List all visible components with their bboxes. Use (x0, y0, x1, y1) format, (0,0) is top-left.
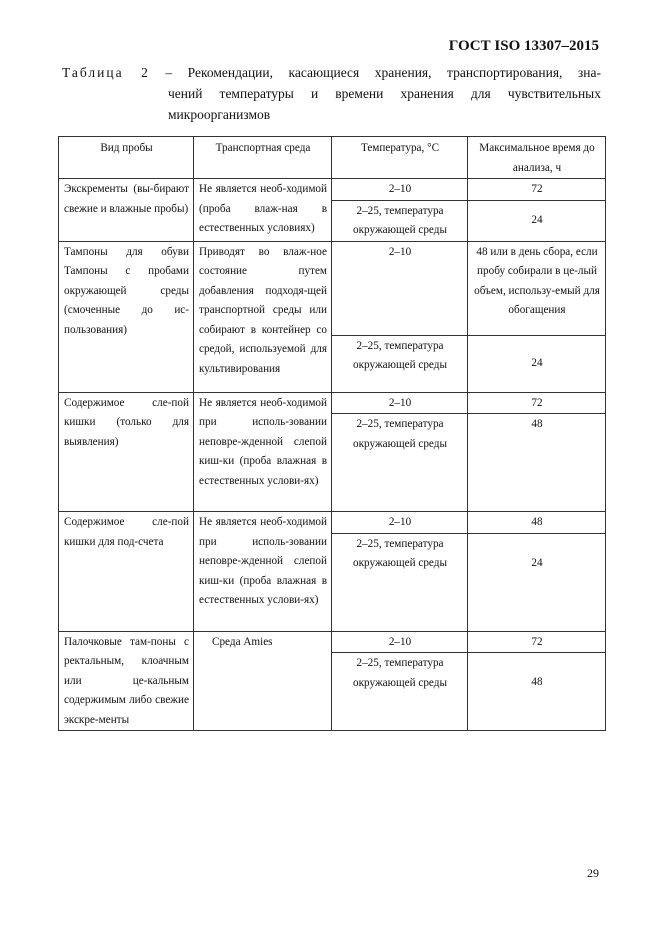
medium-cell: Приводят во влаж-ное состояние путем добавления подходя-щей транспортной среды или собирают в контейнер со средой, используемой для культивирования (194, 241, 332, 392)
table-row (59, 179, 606, 201)
caption-line-3: микроорганизмов (168, 107, 271, 122)
temperature-cell: 2–25, температура окружающей среды (332, 335, 468, 392)
temperature-cell: 2–10 (332, 512, 468, 534)
medium-cell: Среда Amies (194, 631, 332, 731)
max-time-cell: 48 (468, 512, 606, 534)
col-header-medium: Транспортная среда (194, 137, 332, 179)
temperature-cell: 2–25, температура окружающей среды (332, 653, 468, 731)
caption-line-1 (62, 62, 601, 83)
table-row (59, 241, 606, 335)
max-time-cell: 72 (468, 179, 606, 201)
sample-cell: Палочковые там-поны с ректальным, клоачным или це-кальным содержимым либо свежие экскре-менты (59, 631, 194, 731)
medium-cell: Не является необ-ходимой при исполь-зовании неповре-жденной слепой киш-ки (проба влажная в естественных услови-ях) (194, 392, 332, 512)
caption-line-2: чений температуры и времени хранения для чувствительных (168, 86, 601, 101)
medium-cell: Не является необ-ходимой (проба влаж-ная в естественных условиях) (194, 179, 332, 242)
caption-text-1: – Рекомендации, касающиеся хранения, транспортирования, зна- (149, 65, 601, 80)
table-row (59, 512, 606, 534)
max-time-cell: 48 (468, 653, 606, 731)
table-row (59, 631, 606, 653)
sample-cell: Тампоны для обуви Тампоны с пробами окружающей среды (смоченные до ис-пользования) (59, 241, 194, 392)
medium-cell: Не является необ-ходимой при исполь-зовании неповре-жденной слепой киш-ки (проба влажная в естественных услови-ях) (194, 512, 332, 632)
sample-cell: Экскременты (вы-бирают свежие и влажные пробы) (59, 179, 194, 242)
max-time-cell: 24 (468, 533, 606, 631)
document-code: ГОСТ ISO 13307–2015 (448, 38, 599, 54)
max-time-cell: 72 (468, 392, 606, 414)
max-time-cell: 72 (468, 631, 606, 653)
temperature-cell: 2–25, температура окружающей среды (332, 533, 468, 631)
max-time-cell: 48 или в день сбора, если пробу собирали в це-лый объем, использу-емый для обогащения (468, 241, 606, 335)
col-header-temperature: Температура, °С (332, 137, 468, 179)
temperature-cell: 2–25, температура окружающей среды (332, 414, 468, 512)
page-number: 29 (587, 866, 599, 880)
temperature-cell: 2–10 (332, 631, 468, 653)
storage-table (58, 136, 606, 731)
table-row (59, 392, 606, 414)
col-header-sample: Вид пробы (59, 137, 194, 179)
max-time-cell: 24 (468, 200, 606, 241)
temperature-cell: 2–10 (332, 241, 468, 335)
max-time-cell: 24 (468, 335, 606, 392)
temperature-cell: 2–10 (332, 179, 468, 201)
caption-label: Таблица 2 (62, 65, 150, 80)
temperature-cell: 2–25, температура окружающей среды (332, 200, 468, 241)
sample-cell: Содержимое сле-пой кишки для под-счета (59, 512, 194, 632)
sample-cell: Содержимое сле-пой кишки (только для выявления) (59, 392, 194, 512)
table-header-row (59, 137, 606, 179)
max-time-cell: 48 (468, 414, 606, 512)
col-header-max-time: Максимальное время до анализа, ч (468, 137, 606, 179)
temperature-cell: 2–10 (332, 392, 468, 414)
table-caption (62, 62, 601, 125)
